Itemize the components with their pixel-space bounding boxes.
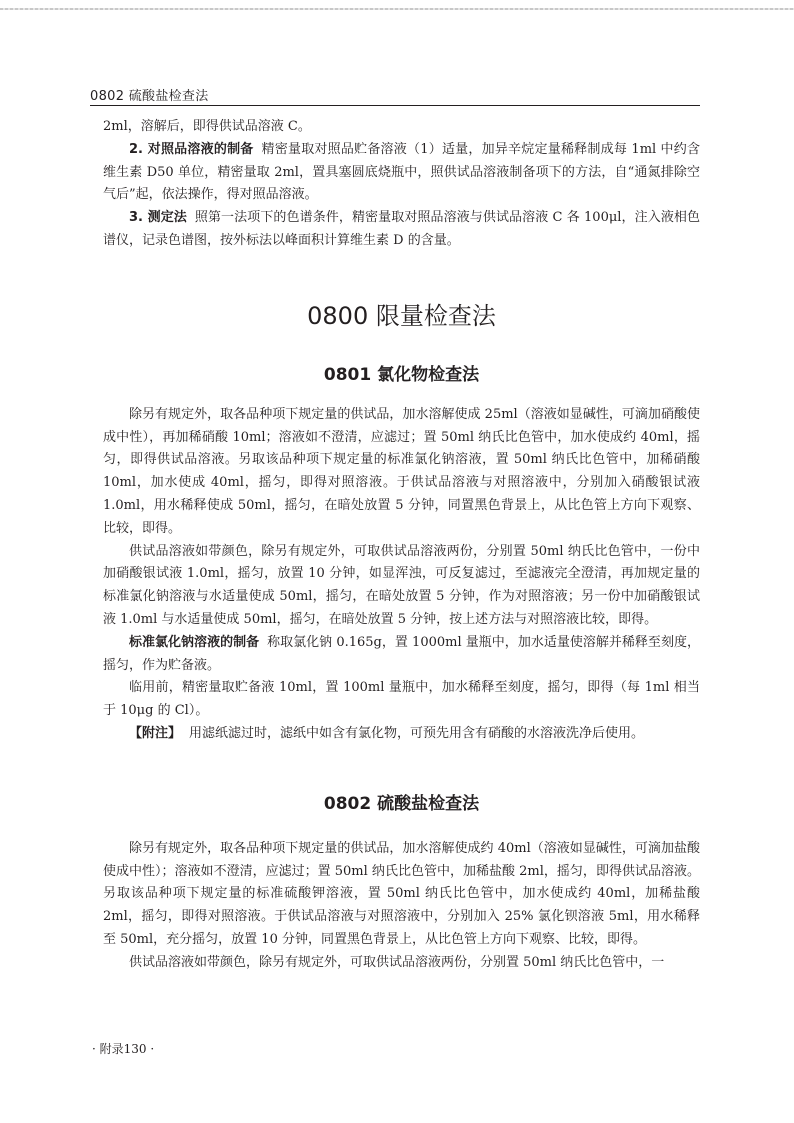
section-0801-para-2: 供试品溶液如带颜色，除另有规定外，可取供试品溶液两份，分别置 50ml 纳氏比色管中，一份中加硝酸银试液 1.0ml，摇匀，放置 10 分钟，如显浑浊，可反复滤过，至滤液完全澄清，再加规定量的标准氯化钠溶液与水适量使成 50ml，摇匀，在暗处放置 5 分钟，作为对照溶液；另一份中加硝酸银试液 1.0ml 与水适量使成 50ml，摇匀，在暗处放置 5 分钟，按上述方法与对照溶液比较，即得。 [103,543,700,627]
item-2-paragraph [103,139,700,207]
standard-solution-text: 称取氯化钠 0.165g，置 1000ml 量瓶中，加水适量使溶解并稀释至刻度，摇匀，作为贮备液。 [103,634,700,673]
section-0801-para-3: 临用前，精密量取贮备液 10ml，置 100ml 量瓶中，加水稀释至刻度，摇匀，即得（每 1ml 相当于 10μg 的 Cl）。 [103,680,700,719]
item-3-text: 照第一法项下的色谱条件，精密量取对照品溶液与供试品溶液 C 各 100μl，注入液相色谱仪，记录色谱图，按外标法以峰面积计算维生素 D 的含量。 [103,210,700,248]
chapter-title: 0800 限量检查法 [307,301,496,330]
item-2-text: 精密量取对照品贮备溶液（1）适量，加异辛烷定量稀释制成每 1ml 中约含维生素 D50 单位，精密量取 2ml，置具塞圆底烧瓶中，照供试品溶液制备项下的方法，自“通氮排除空气后”起，依法操作，得对照品溶液。 [103,141,700,203]
note-label: 【附注】 [129,725,182,741]
section-0802-para-1: 除另有规定外，取各品种项下规定量的供试品，加水溶解使成约 40ml（溶液如显碱性，可滴加盐酸使成中性）；溶液如不澄清，应滤过；置 50ml 纳氏比色管中，加稀盐酸 2ml，摇匀，即得供试品溶液。另取该品种项下规定量的标准硫酸钾溶液，置 50ml 纳氏比色管中，加水使成约 40ml，加稀盐酸 2ml，摇匀，即得对照溶液。于供试品溶液与对照溶液中，分别加入 25% 氯化钡溶液 5ml，用水稀释至 50ml，充分摇匀，放置 10 分钟，同置黑色背景上，从比色管上方向下观察、比较，即得。 [103,840,700,947]
item-2-label: 2. 对照品溶液的制备 [129,141,254,157]
item-3-label: 3. 测定法 [129,210,187,226]
running-header: 0802 硫酸盐检查法 [90,89,209,104]
item-3-paragraph [103,207,700,253]
top-scan-rule [0,8,794,10]
standard-solution-label: 标准氯化钠溶液的制备 [129,634,260,650]
section-0802-para-2: 供试品溶液如带颜色，除另有规定外，可取供试品溶液两份，分别置 50ml 纳氏比色管中，一 [129,954,665,970]
page-number: · 附录130 · [92,1042,155,1056]
section-0802-title: 0802 硫酸盐检查法 [323,793,480,814]
standard-solution-paragraph [103,632,700,678]
header-rule [90,105,700,106]
continuation-text: 2ml，溶解后，即得供试品溶液 C。 [103,119,311,134]
section-0801-title: 0801 氯化物检查法 [323,364,480,385]
section-0801-para-1: 除另有规定外，取各品种项下规定量的供试品，加水溶解使成 25ml（溶液如显碱性，可滴加硝酸使成中性），再加稀硝酸 10ml；溶液如不澄清，应滤过；置 50ml 纳氏比色管中，加水使成约 40ml，摇匀，即得供试品溶液。另取该品种项下规定量的标准氯化钠溶液，置 50ml 纳氏比色管中，加稀硝酸 10ml，加水使成 40ml，摇匀，即得对照溶液。于供试品溶液与对照溶液中，分别加入硝酸银试液 1.0ml，用水稀释使成 50ml，摇匀，在暗处放置 5 分钟，同置黑色背景上，从比色管上方向下观察、比较，即得。 [103,406,700,536]
note-text: 用滤纸滤过时，滤纸中如含有氯化物，可预先用含有硝酸的水溶液洗净后使用。 [189,725,645,741]
note-paragraph [103,723,700,746]
page-body [103,116,700,975]
